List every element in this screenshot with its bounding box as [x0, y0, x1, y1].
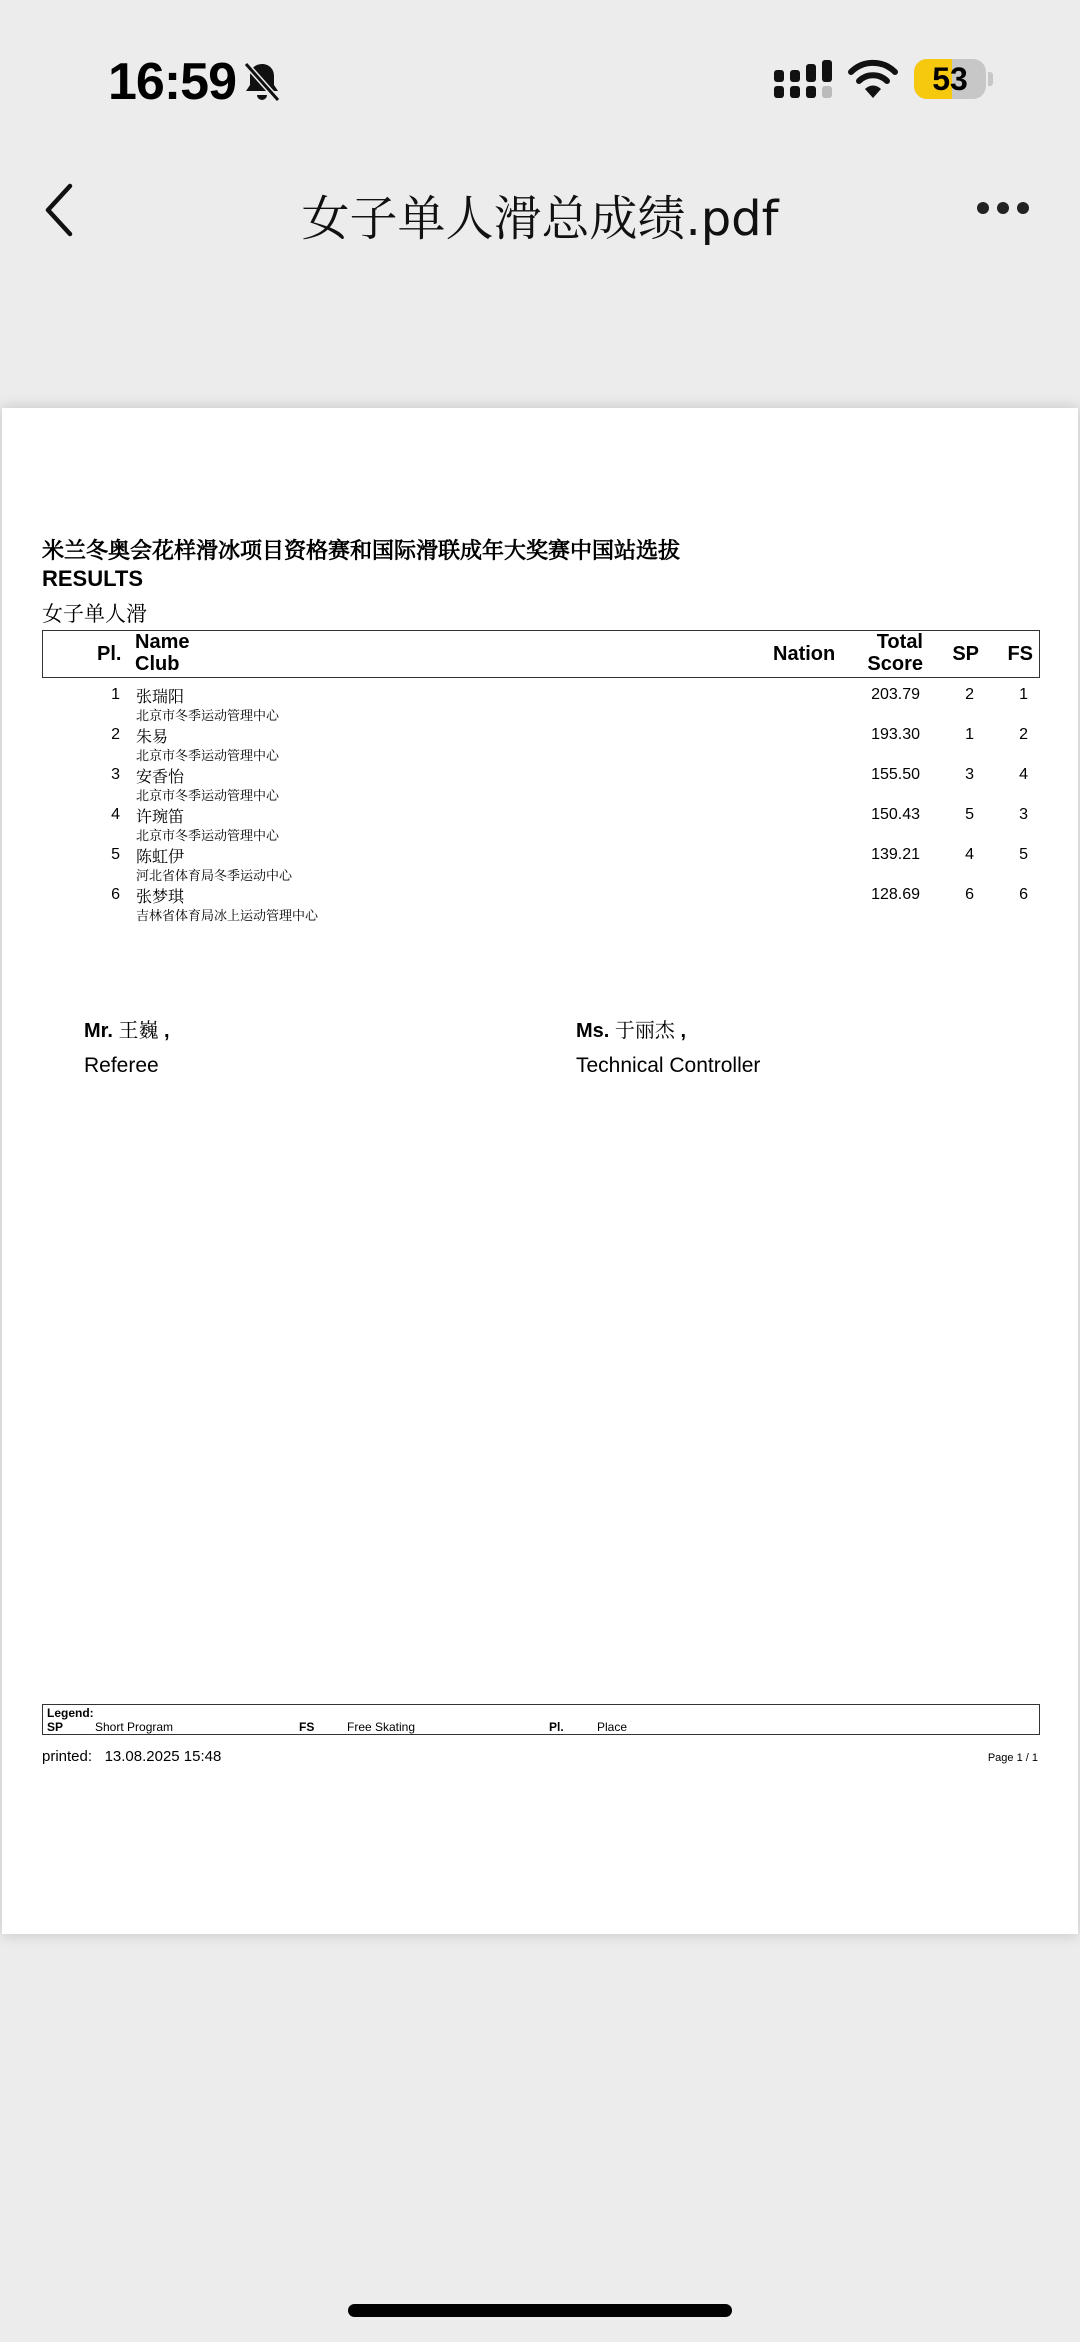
legend-abbr: Pl. [549, 1720, 564, 1734]
row-club: 北京市冬季运动管理中心 [136, 749, 280, 764]
row-sp: 2 [965, 686, 974, 703]
more-options-button[interactable] [975, 198, 1031, 218]
referee-title: Mr. [84, 1020, 113, 1042]
row-place: 1 [111, 686, 120, 703]
row-fs: 6 [1019, 886, 1028, 903]
row-total-score: 128.69 [871, 886, 920, 903]
row-name: 陈虹伊 [136, 847, 185, 866]
table-row [42, 758, 1038, 804]
page-number: Page 1 / 1 [987, 1752, 1038, 1764]
ellipsis-icon [997, 202, 1009, 214]
header-name-club [135, 631, 189, 675]
row-place: 6 [111, 886, 120, 903]
table-row [42, 678, 1038, 724]
row-name: 安香怡 [136, 767, 185, 786]
row-name: 张梦琪 [136, 887, 185, 906]
back-button[interactable] [38, 180, 86, 240]
row-name: 朱易 [136, 727, 169, 746]
legend-item [549, 1720, 627, 1734]
header-nation: Nation [773, 643, 836, 665]
row-total-score: 150.43 [871, 806, 920, 823]
row-club: 吉林省体育局冰上运动管理中心 [136, 909, 319, 924]
referee-role: Referee [84, 1054, 159, 1077]
bell-slash-icon [238, 58, 286, 106]
row-sp: 1 [965, 726, 974, 743]
technical-controller-name: Ms. 于丽杰 , [576, 1018, 687, 1042]
legend-text: Short Program [95, 1720, 174, 1734]
table-row [42, 878, 1038, 924]
row-fs: 3 [1019, 806, 1028, 823]
legend-text: Place [597, 1720, 628, 1734]
row-club: 北京市冬季运动管理中心 [136, 789, 280, 804]
legend-title: Legend: [47, 1706, 94, 1720]
row-total-score: 193.30 [871, 726, 920, 743]
legend-abbr: SP [47, 1720, 64, 1734]
row-fs: 4 [1019, 766, 1028, 783]
printed-value: 13.08.2025 15:48 [104, 1748, 222, 1765]
battery-level: 53 [932, 61, 968, 97]
pdf-page[interactable] [2, 408, 1078, 1934]
row-place: 3 [111, 766, 120, 783]
row-sp: 5 [965, 806, 974, 823]
header-name: Name [135, 631, 190, 653]
event-title: 米兰冬奥会花样滑冰项目资格赛和国际滑联成年大奖赛中国站选拔 [42, 539, 681, 564]
header-place: Pl. [97, 643, 122, 665]
row-club: 北京市冬季运动管理中心 [136, 829, 280, 844]
row-total-score: 139.21 [871, 846, 920, 863]
battery-indicator [914, 59, 986, 99]
status-time: 16:59 [108, 53, 236, 111]
cellular-signal-icon [774, 60, 834, 100]
home-indicator[interactable] [348, 2304, 732, 2317]
legend [42, 1704, 1040, 1735]
battery-cap [988, 72, 993, 86]
row-sp: 3 [965, 766, 974, 783]
row-fs: 5 [1019, 846, 1028, 863]
row-place: 4 [111, 806, 120, 823]
controller-person: 于丽杰 [614, 1018, 675, 1042]
ellipsis-icon [977, 202, 989, 214]
row-club: 北京市冬季运动管理中心 [136, 709, 280, 724]
row-place: 2 [111, 726, 120, 743]
header-total: Total [876, 631, 923, 653]
row-fs: 1 [1019, 686, 1028, 703]
row-club: 河北省体育局冬季运动中心 [136, 869, 293, 884]
technical-controller-role: Technical Controller [576, 1054, 761, 1077]
ellipsis-icon [1017, 202, 1029, 214]
row-sp: 4 [965, 846, 974, 863]
legend-item [47, 1720, 173, 1734]
header-club: Club [135, 653, 180, 675]
header-score: Score [867, 653, 923, 675]
row-name: 许琬笛 [136, 807, 185, 826]
row-name: 张瑞阳 [136, 687, 185, 706]
referee-name: Mr. 王巍 , [84, 1018, 170, 1042]
row-fs: 2 [1019, 726, 1028, 743]
header-sp: SP [952, 643, 979, 665]
table-row [42, 798, 1038, 844]
referee-person: 王巍 [118, 1018, 159, 1042]
row-total-score: 203.79 [871, 686, 920, 703]
legend-abbr: FS [299, 1720, 315, 1734]
document-title: 女子单人滑总成绩.pdf [301, 191, 779, 247]
legend-item [299, 1720, 415, 1734]
category-title: 女子单人滑 [42, 602, 147, 626]
table-row [42, 838, 1038, 884]
printed-label: printed: [42, 1748, 93, 1765]
header-fs: FS [1007, 643, 1033, 665]
table-row [42, 718, 1038, 764]
printed-timestamp [42, 1748, 221, 1765]
table-header [42, 630, 1040, 678]
row-total-score: 155.50 [871, 766, 920, 783]
results-heading: RESULTS [42, 566, 144, 591]
header-total-score [867, 631, 923, 675]
row-place: 5 [111, 846, 120, 863]
controller-title: Ms. [576, 1020, 610, 1042]
legend-text: Free Skating [347, 1720, 416, 1734]
wifi-icon [848, 58, 898, 100]
row-sp: 6 [965, 886, 974, 903]
